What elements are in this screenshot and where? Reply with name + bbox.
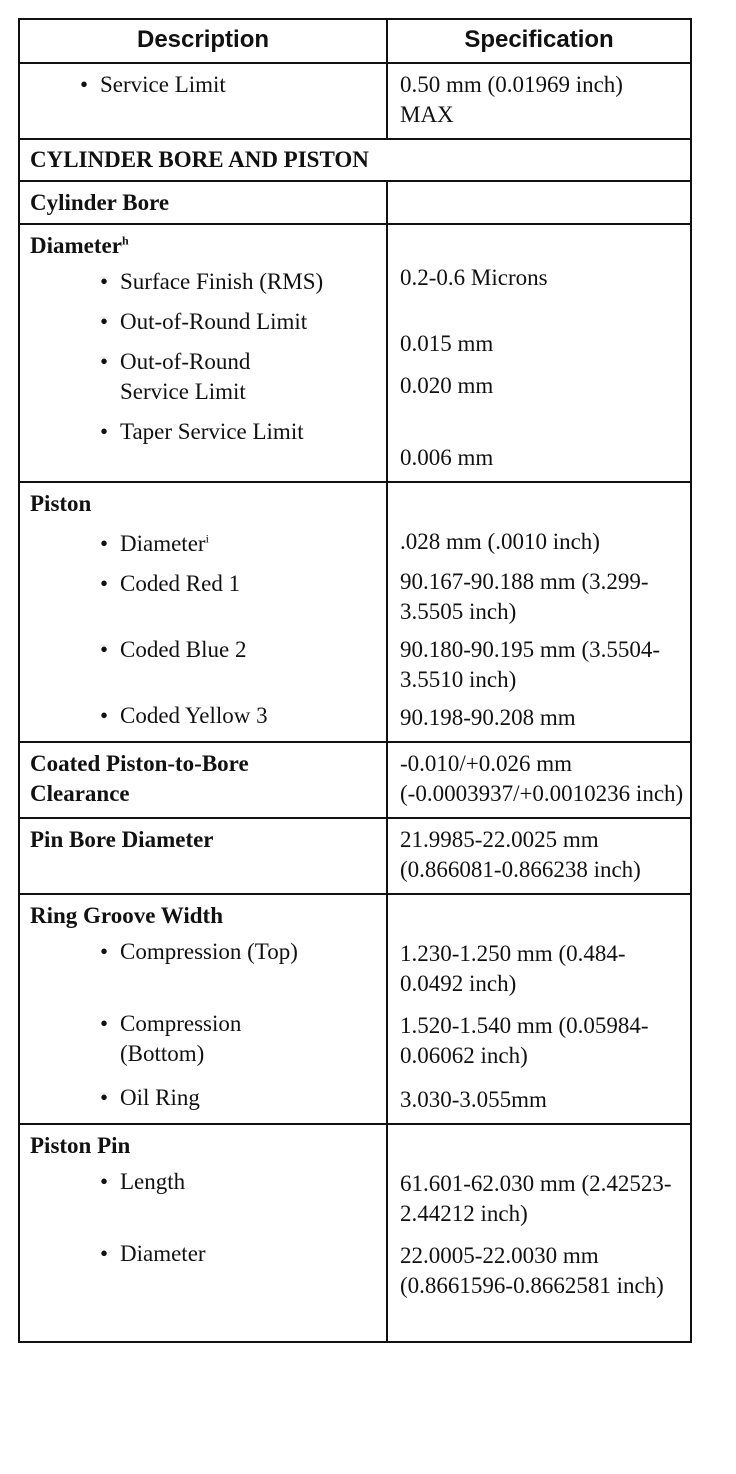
oil-ring-spec: 3.030-3.055mm (400, 1087, 547, 1112)
surface-finish-label: Surface Finish (RMS) (120, 269, 324, 294)
surface-finish-spec: 0.2-0.6 Microns (400, 265, 548, 290)
table-row (19, 224, 691, 482)
compression-top-label: Compression (Top) (120, 939, 298, 964)
coded-blue-spec: 90.180-90.195 mm (3.5504-3.5510 inch) (400, 637, 661, 692)
pin-bore-label: Pin Bore Diameter (30, 827, 214, 852)
bullet-icon: • (79, 72, 88, 97)
piston-diameter-spec: .028 mm (.0010 inch) (400, 529, 600, 554)
coated-clearance-spec: -0.010/+0.026 mm (-0.0003937/+0.0010236 inch) (400, 751, 684, 806)
coded-yellow-spec: 90.198-90.208 mm (400, 705, 576, 730)
cylinder-bore-title: Cylinder Bore (30, 190, 170, 215)
taper-service-label: Taper Service Limit (120, 419, 304, 444)
service-limit-label: Service Limit (100, 72, 226, 97)
pin-length-spec: 61.601-62.030 mm (2.42523-2.44212 inch) (400, 1171, 672, 1226)
spec-table (18, 18, 692, 1343)
piston-pin-title: Piston Pin (30, 1133, 131, 1158)
spec-page (18, 18, 690, 1343)
table-row (19, 742, 691, 818)
bullet-icon: • (99, 637, 108, 662)
header-specification: Specification (387, 19, 691, 63)
table-row (19, 894, 691, 1124)
coated-clearance-label: Coated Piston-to-Bore Clearance (30, 751, 249, 806)
bullet-icon: • (99, 349, 108, 374)
piston-title: Piston (30, 491, 92, 516)
bullet-icon: • (99, 531, 108, 556)
bullet-icon: • (99, 419, 108, 444)
out-of-round-service-label: Out-of-Round Service Limit (120, 349, 251, 404)
bullet-icon: • (99, 939, 108, 964)
oil-ring-label: Oil Ring (120, 1085, 200, 1110)
coded-red-spec: 90.167-90.188 mm (3.299-3.5505 inch) (400, 569, 649, 624)
piston-diameter-label: Diameter (120, 531, 206, 556)
section-title: CYLINDER BORE AND PISTON (30, 147, 369, 172)
header-description: Description (19, 19, 387, 63)
service-limit-spec: 0.50 mm (0.01969 inch) MAX (400, 72, 623, 127)
header-row (19, 19, 691, 63)
out-of-round-limit-label: Out-of-Round Limit (120, 309, 308, 334)
coded-yellow-label: Coded Yellow 3 (120, 703, 268, 728)
bullet-icon: • (99, 309, 108, 334)
diameter-title: Diameter (30, 233, 122, 258)
pin-bore-spec: 21.9985-22.0025 mm (0.866081-0.866238 inch) (400, 827, 641, 882)
bullet-icon: • (99, 1241, 108, 1266)
bullet-icon: • (99, 269, 108, 294)
coded-red-label: Coded Red 1 (120, 571, 241, 596)
bullet-icon: • (99, 1085, 108, 1110)
bullet-icon: • (99, 703, 108, 728)
compression-top-spec: 1.230-1.250 mm (0.484-0.0492 inch) (400, 941, 626, 996)
out-of-round-service-spec: 0.020 mm (400, 373, 494, 398)
table-row (19, 818, 691, 894)
bullet-icon: • (99, 1169, 108, 1194)
compression-bottom-label: Compression (Bottom) (120, 1011, 242, 1066)
table-row (19, 482, 691, 742)
footnote-h: h (121, 233, 129, 248)
coded-blue-label: Coded Blue 2 (120, 637, 247, 662)
pin-diameter-spec: 22.0005-22.0030 mm (0.8661596-0.8662581 inch) (400, 1243, 664, 1298)
footnote-i: i (205, 531, 209, 546)
table-row (19, 63, 691, 139)
out-of-round-limit-spec: 0.015 mm (400, 331, 494, 356)
table-row (19, 1124, 691, 1342)
section-row (19, 139, 691, 181)
bullet-icon: • (99, 571, 108, 596)
bullet-icon: • (99, 1011, 108, 1036)
pin-length-label: Length (120, 1169, 186, 1194)
compression-bottom-spec: 1.520-1.540 mm (0.05984-0.06062 inch) (400, 1013, 649, 1068)
pin-diameter-label: Diameter (120, 1241, 206, 1266)
table-row (19, 181, 691, 224)
ring-groove-title: Ring Groove Width (30, 903, 223, 928)
taper-service-spec: 0.006 mm (400, 445, 494, 470)
